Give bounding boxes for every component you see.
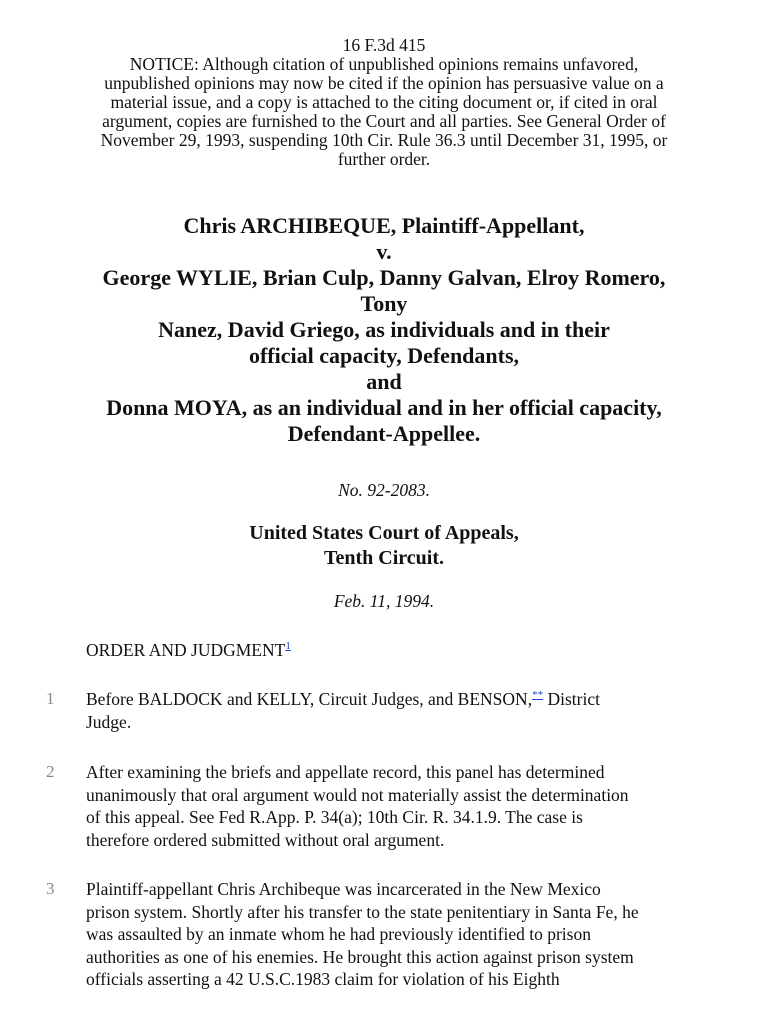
notice-line: argument, copies are furnished to the Court and all parties. See General Order of (102, 111, 666, 131)
caption-line: official capacity, Defendants, (248, 343, 520, 368)
case-caption (40, 213, 728, 447)
paragraph-line: After examining the briefs and appellate record, this panel has determined (86, 762, 605, 782)
caption-line: Donna MOYA, as an individual and in her official capacity, (106, 395, 662, 420)
decision-date: Feb. 11, 1994. (333, 591, 435, 611)
paragraph-number: 3 (46, 879, 55, 898)
paragraph-line: authorities as one of his enemies. He brought this action against prison system (86, 946, 634, 967)
caption-line: and (366, 369, 402, 394)
paragraph-line: therefore ordered submitted without oral argument. (86, 829, 445, 850)
paragraph-line: Plaintiff-appellant Chris Archibeque was incarcerated in the New Mexico (86, 879, 601, 899)
paragraph-line: unanimously that oral argument would not materially assist the determination (86, 784, 629, 805)
paragraph-text (86, 761, 726, 851)
notice-line: NOTICE: Although citation of unpublished opinions remains unfavored, (129, 54, 639, 74)
caption-line: Nanez, David Griego, as individuals and in their (158, 317, 610, 342)
paragraph-number: 2 (46, 762, 55, 781)
caption-line: George WYLIE, Brian Culp, Danny Galvan, Elroy Romero, (102, 265, 666, 290)
caption-line: Tony (360, 291, 408, 316)
court-line: Tenth Circuit. (323, 547, 445, 569)
notice-line: further order. (337, 149, 431, 169)
paragraph-text (86, 688, 726, 733)
paragraph-line: officials asserting a 42 U.S.C.1983 claim for violation of his Eighth (86, 969, 560, 989)
order-heading (86, 640, 291, 661)
notice-header (50, 36, 718, 169)
caption-line: Defendant-Appellee. (287, 421, 481, 446)
caption-line: v. (376, 239, 392, 264)
paragraph-line: was assaulted by an inmate whom he had previously identified to prison (86, 924, 591, 944)
paragraph-line: of this appeal. See Fed R.App. P. 34(a); 10th Cir. R. 34.1.9. The case is (86, 807, 583, 827)
paragraph-number: 1 (46, 689, 55, 708)
paragraph-line-text: District (543, 689, 600, 709)
notice-line: material issue, and a copy is attached to the citing document or, if cited in oral (110, 92, 658, 112)
court-line: United States Court of Appeals, (249, 522, 519, 544)
footnote-link-1[interactable]: 1 (285, 640, 291, 653)
footnote-link-star[interactable]: ** (532, 689, 544, 702)
court-name (0, 521, 768, 571)
case-citation: 16 F.3d 415 (342, 35, 426, 55)
paragraph-text (86, 878, 726, 991)
paragraph-line-text: Before BALDOCK and KELLY, Circuit Judges, and BENSON, (86, 689, 533, 709)
notice-line: November 29, 1993, suspending 10th Cir. Rule 36.3 until December 31, 1995, or (100, 130, 668, 150)
caption-line: Chris ARCHIBEQUE, Plaintiff-Appellant, (183, 213, 585, 238)
paragraph-line: prison system. Shortly after his transfer to the state penitentiary in Santa Fe, he (86, 901, 639, 922)
paragraph-line (86, 688, 726, 711)
notice-line: unpublished opinions may now be cited if the opinion has persuasive value on a (104, 73, 664, 93)
paragraph-line: Judge. (86, 711, 132, 732)
docket-number: No. 92-2083. (338, 480, 430, 500)
order-heading-text: ORDER AND JUDGMENT (86, 640, 286, 660)
